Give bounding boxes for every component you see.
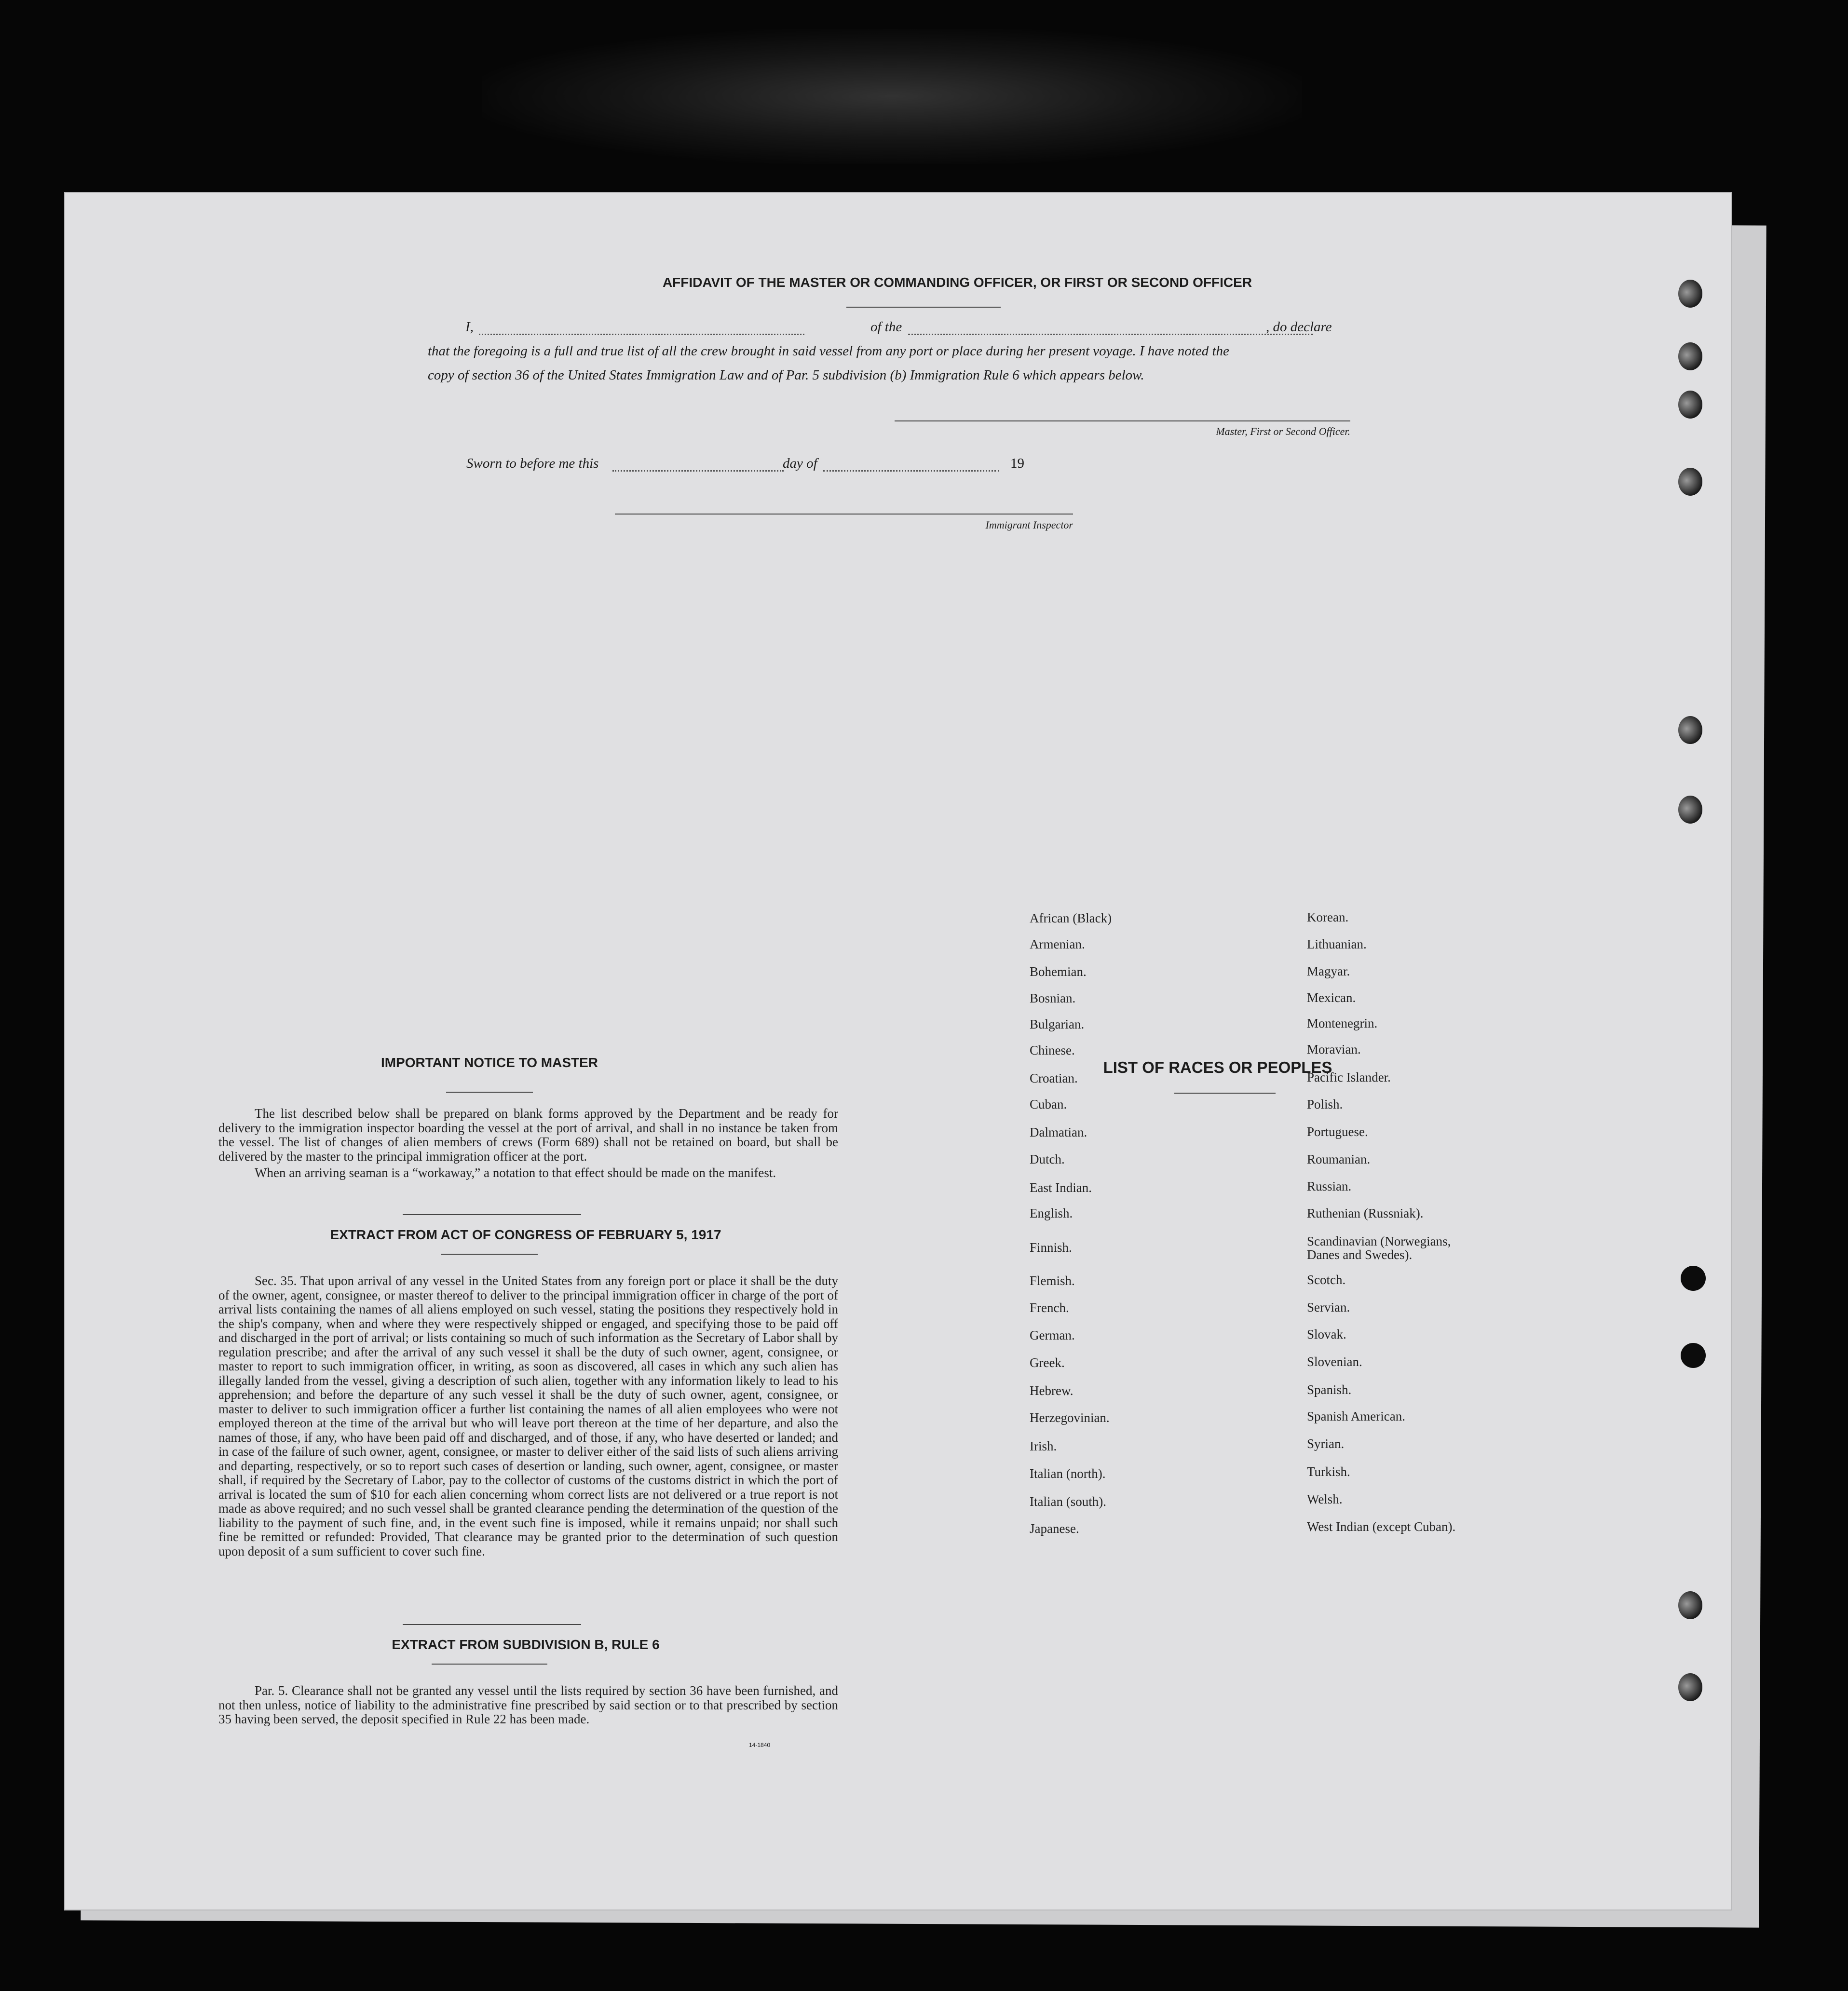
section-divider	[403, 1214, 581, 1215]
race-item: German.	[1030, 1328, 1075, 1342]
extract-rule-title-rule	[432, 1664, 547, 1665]
race-item: Syrian.	[1307, 1436, 1345, 1451]
race-item: Finnish.	[1030, 1240, 1072, 1255]
race-item: Mexican.	[1307, 990, 1356, 1005]
race-item: Montenegrin.	[1307, 1016, 1378, 1030]
race-item: Korean.	[1307, 910, 1349, 924]
race-item: Flemish.	[1030, 1273, 1075, 1288]
race-item: Polish.	[1307, 1097, 1343, 1111]
race-item: French.	[1030, 1300, 1069, 1315]
race-item: Scandinavian (Norwegians, Danes and Swedes).	[1307, 1234, 1451, 1262]
race-item: East Indian.	[1030, 1180, 1092, 1195]
sworn-label: Sworn to before me this	[466, 456, 599, 471]
affidavit-title-rule	[846, 307, 1001, 308]
year-label: 19	[1010, 456, 1024, 471]
document-page	[65, 193, 1731, 1910]
race-item: Hebrew.	[1030, 1383, 1073, 1398]
inspector-signature-line[interactable]	[615, 514, 1073, 515]
extract-act-title: EXTRACT FROM ACT OF CONGRESS OF FEBRUARY 5, 1917	[330, 1227, 721, 1242]
punch-hole	[1678, 796, 1702, 824]
punch-hole	[1678, 391, 1702, 419]
race-item: Welsh.	[1307, 1492, 1343, 1506]
extract-rule-title: EXTRACT FROM SUBDIVISION B, RULE 6	[392, 1637, 660, 1652]
name-blank[interactable]	[479, 334, 804, 335]
race-item: African (Black)	[1030, 911, 1112, 925]
race-item: Moravian.	[1307, 1042, 1361, 1056]
race-item: Russian.	[1307, 1179, 1352, 1193]
race-item: Herzegovinian.	[1030, 1410, 1110, 1425]
punch-hole	[1681, 1343, 1706, 1368]
affidavit-title: AFFIDAVIT OF THE MASTER OR COMMANDING OFFICER, OR FIRST OR SECOND OFFICER	[662, 275, 1252, 290]
race-item: Bosnian.	[1030, 991, 1076, 1005]
race-item: Chinese.	[1030, 1043, 1075, 1057]
race-item: Lithuanian.	[1307, 937, 1367, 951]
races-title-rule	[1174, 1093, 1276, 1094]
race-item: Portuguese.	[1307, 1124, 1368, 1139]
extract-rule-text: Par. 5. Clearance shall not be granted any vessel until the lists required by section 36 have been furnished, and not then unless, notice of liability to the administrative fine prescribed by said section or to that prescribed by section 35 having been served, the deposit specified in Rule 22 has been made.	[218, 1683, 838, 1726]
affidavit-line1-declare: , do declare	[1266, 319, 1332, 335]
race-item: Bohemian.	[1030, 964, 1087, 979]
master-caption: Master, First or Second Officer.	[1216, 425, 1350, 437]
race-item: Scotch.	[1307, 1273, 1346, 1287]
race-item: Magyar.	[1307, 964, 1350, 978]
form-number: 14-1840	[749, 1742, 771, 1748]
punch-hole	[1681, 1266, 1706, 1291]
background-blur	[482, 29, 1302, 164]
master-signature-line[interactable]	[895, 420, 1350, 421]
race-item: Ruthenian (Russniak).	[1307, 1206, 1424, 1220]
punch-hole	[1678, 468, 1702, 496]
notice-title-rule	[446, 1092, 533, 1093]
affidavit-line1-i: I,	[465, 319, 474, 335]
punch-hole	[1678, 280, 1702, 308]
race-item: Italian (north).	[1030, 1466, 1106, 1481]
punch-hole	[1678, 342, 1702, 370]
race-item: Armenian.	[1030, 937, 1085, 951]
race-item: Servian.	[1307, 1300, 1350, 1314]
race-item: Spanish American.	[1307, 1409, 1405, 1423]
punch-hole	[1678, 1591, 1702, 1619]
race-item: Cuban.	[1030, 1097, 1067, 1111]
notice-paragraph-2: When an arriving seaman is a “workaway,” a notation to that effect should be made on the manifest.	[255, 1165, 776, 1180]
race-item: Dutch.	[1030, 1152, 1065, 1166]
affidavit-line3: copy of section 36 of the United States Immigration Law and of Par. 5 subdivision (b) Immigration Rule 6 which appears below.	[428, 367, 1144, 383]
race-item: Turkish.	[1307, 1464, 1350, 1479]
race-item: Irish.	[1030, 1439, 1057, 1453]
sworn-month-blank[interactable]	[823, 470, 999, 472]
race-item: Slovak.	[1307, 1327, 1346, 1341]
vessel-blank[interactable]	[908, 334, 1313, 335]
race-item: Bulgarian.	[1030, 1017, 1085, 1031]
race-item: Pacific Islander.	[1307, 1070, 1391, 1084]
race-item: Spanish.	[1307, 1382, 1352, 1397]
race-item: Japanese.	[1030, 1521, 1079, 1536]
race-item: Italian (south).	[1030, 1494, 1106, 1509]
affidavit-line2: that the foregoing is a full and true list of all the crew brought in said vessel from any port or place during her present voyage. I have noted the	[428, 343, 1229, 359]
section-divider	[403, 1624, 581, 1625]
extract-act-title-rule	[441, 1254, 538, 1255]
notice-title: IMPORTANT NOTICE TO MASTER	[380, 1055, 598, 1070]
race-item: Croatian.	[1030, 1071, 1078, 1085]
notice-paragraph-1: The list described below shall be prepared on blank forms approved by the Department and be ready for delivery to the immigration inspector boarding the vessel at the port of arrival, and shall in no instance be taken from the vessel. The list of changes of alien members of crews (Form 689) shall not be retained on board, but shall be delivered by the master to the principal immigration officer at the port.	[218, 1106, 838, 1164]
day-of-label: day of	[783, 456, 817, 471]
race-item: English.	[1030, 1206, 1073, 1220]
punch-hole	[1678, 716, 1702, 744]
race-item: Slovenian.	[1307, 1354, 1362, 1369]
race-item: Roumanian.	[1307, 1152, 1371, 1166]
inspector-caption: Immigrant Inspector	[985, 519, 1073, 531]
punch-hole	[1678, 1673, 1702, 1701]
race-item: Greek.	[1030, 1355, 1065, 1370]
extract-act-text: Sec. 35. That upon arrival of any vessel in the United States from any foreign port or place it shall be the duty of the owner, agent, consignee, or master thereof to deliver to the principal immigration officer in charge of the port of arrival lists containing the names of all aliens employed on such vessel, stating the positions they respectively hold in the ship's company, when and where they were respectively shipped or engaged, and specifying those to be paid off and discharged in the port of arrival; or lists containing so much of such information as the Secretary of Labor shall by regulation prescribe; and after the arrival of any such vessel it shall be the duty of such owner, agent, consignee, or master to report to such immigration officer, in writing, as soon as discovered, all cases in which any such alien has illegally landed from the vessel, giving a description of such alien, together with any information likely to lead to his apprehension; and before the departure of any such vessel it shall be the duty of such owner, agent, consignee, or master to deliver to such immigration officer a further list containing the names of all alien employees who were not employed thereon at the time of the arrival but who will leave port thereon at the time of her departure, and also the names of those, if any, who have been paid off and discharged, and of those, if any, who have deserted or landed; and in case of the failure of such owner, agent, consignee, or master to deliver either of the said lists of such aliens arriving and departing, respectively, or so to report such cases of desertion or landing, such owner, agent, consignee, or master shall, if required by the Secretary of Labor, pay to the collector of customs of the customs district in which the port of arrival is located the sum of $10 for each alien concerning whom correct lists are not delivered or a true report is not made as above required; and no such vessel shall be granted clearance pending the determination of the question of the liability to the payment of such fine, and, in the event such fine is imposed, while it remains unpaid; nor shall such fine be remitted or refunded: Provided, That clearance may be granted prior to the determination of such question upon deposit of a sum sufficient to cover such fine.	[218, 1273, 838, 1558]
affidavit-line1-of-the: of the	[870, 319, 902, 335]
race-item: West Indian (except Cuban).	[1307, 1519, 1456, 1534]
races-title: LIST OF RACES OR PEOPLES	[1103, 1058, 1332, 1076]
sworn-day-blank[interactable]	[612, 470, 784, 472]
race-item: Dalmatian.	[1030, 1125, 1087, 1139]
